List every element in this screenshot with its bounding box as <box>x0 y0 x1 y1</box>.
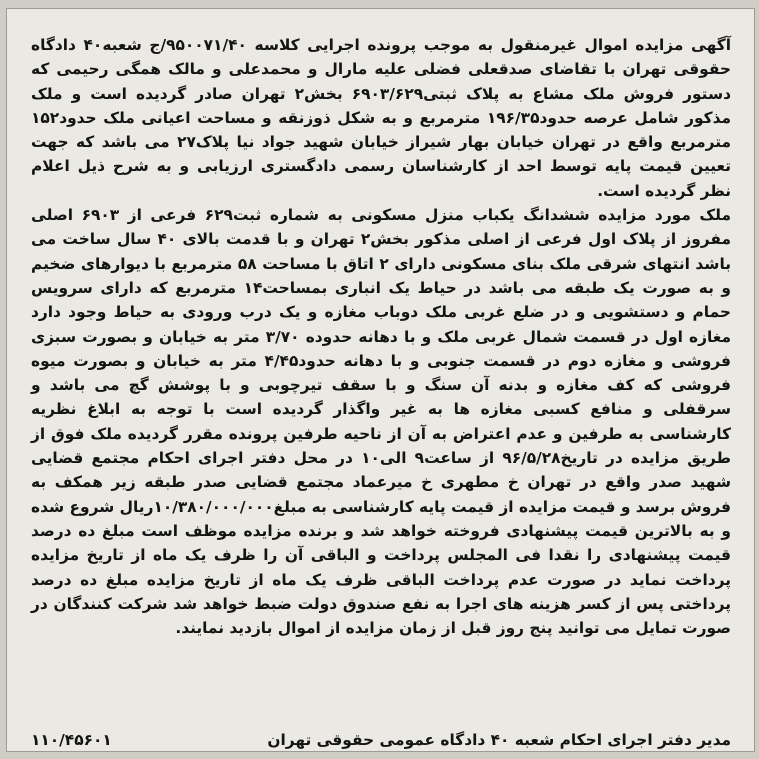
notice-property-details-paragraph: ملک مورد مزایده ششدانگ یکباب منزل مسکونی به شماره ثبت۶۲۹ فرعی از ۶۹۰۳ اصلی مفروز از پلاک اول فرعی از اصلی مذکور بخش۲ تهران و با قدمت بالای ۴۰ سال ساخت می باشد انتهای شرقی ملک بنای مسکونی دارای ۲ اتاق با مساحت ۵۸ مترمربع با دیوارهای ضخیم و به صورت یک طبقه می باشد در حیاط یک انباری بمساحت۱۴ مترمربع که دارای سرویس حمام و دستشویی و در ضلع غربی ملک دوباب مغازه و یک درب ورودی به حیاط وجود دارد مغازه اول در قسمت شمال غربی ملک و با دهانه حدوده ۳/۷۰ متر به خیابان و بصورت سبزی فروشی و مغازه دوم در قسمت جنوبی و با دهانه حدود۴/۴۵ متر به خیابان و بصورت میوه فروشی که کف مغازه و بدنه آن سنگ و با سقف تیرچوبی و با پوشش گچ می باشد و سرقفلی و منافع کسبی مغازه ها به غیر واگذار گردیده است با توجه به ابلاغ نظریه کارشناسی به طرفین و عدم اعتراض به آن از ناحیه طرفین پرونده مقرر گردیده ملک فوق از طریق مزایده در تاریخ۹۶/۵/۲۸ از ساعت۹ الی۱۰ در محل دفتر اجرای احکام مجتمع قضایی شهید صدر واقع در تهران خ مطهری خ میرعماد مجتمع قضایی صدر طبقه زیر همکف به فروش برسد و قیمت مزایده از قیمت پایه کارشناسی به مبلغ۱۰/۳۸۰/۰۰۰/۰۰۰ریال شروع شده و به بالاترین قیمت پیشنهادی فروخته خواهد شد و برنده مزایده موظف است مبلغ ده درصد قیمت پیشنهادی را نقدا فی المجلس پرداخت و الباقی آن را ظرف یک ماه از تاریخ مزایده پرداخت نماید در صورت عدم پرداخت الباقی ظرف یک ماه از تاریخ مزایده مبلغ ده درصد پرداختی پس از کسر هزینه های اجرا به نفع صندوق دولت ضبط خواهد شد شرکت کنندگان در صورت تمایل می توانید پنج روز قبل از زمان مزایده از اموال بازدید نمایند. <box>31 206 732 638</box>
notice-signature: مدیر دفتر اجرای احکام شعبه ۴۰ دادگاه عمومی حقوقی تهران <box>267 731 731 749</box>
notice-intro-paragraph: آگهی مزایده اموال غیرمنقول به موجب پرونده اجرایی کلاسه ۹۵۰۰۷۱/۴۰/ج شعبه۴۰ دادگاه حقوقی تهران با تقاضای صدقعلی فضلی علیه مارال و محمدعلی و مالک همگی رحیمی که دستور فروش ملک مشاع به پلاک ثبتی۶۹۰۳/۶۲۹ بخش۲ تهران صادر گردیده است و ملک مذکور شامل عرصه حدود۱۹۶/۳۵ مترمربع و به شکل ذوزنقه و مساحت اعیانی ملک حدود۱۵۲ مترمربع واقع در تهران خیابان بهار شیراز خیابان شهید جواد نیا پلاک۲۷ می باشد که جهت تعیین قیمت پایه توسط احد از کارشناسان رسمی دادگستری ارزیابی و به شرح ذیل اعلام نظر گردیده است. <box>31 36 732 200</box>
auction-notice-body <box>31 33 731 640</box>
newspaper-clipping <box>6 8 755 752</box>
notice-footer <box>31 728 731 752</box>
notice-reference-number: ۱۱۰/۴۵۶۰۱ <box>31 731 112 749</box>
